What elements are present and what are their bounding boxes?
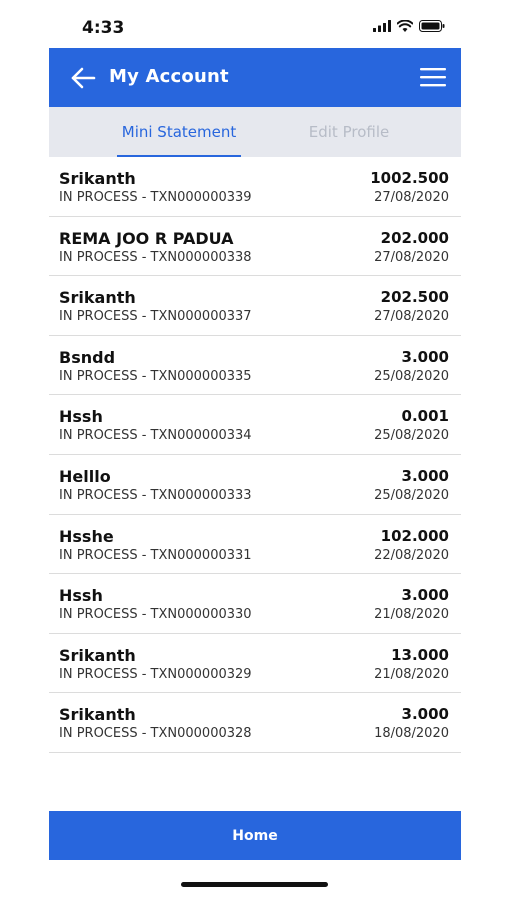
transaction-amount: 3.000 [401, 586, 449, 605]
transaction-list [49, 157, 461, 753]
tab-mini-statement[interactable]: Mini Statement [117, 107, 241, 157]
transaction-name: Hssh [59, 407, 103, 427]
transaction-date: 25/08/2020 [374, 487, 449, 503]
arrow-left-icon[interactable] [69, 65, 97, 91]
transaction-row[interactable] [49, 157, 461, 217]
transaction-name: Helllo [59, 466, 111, 486]
status-icons [373, 20, 445, 32]
transaction-status: IN PROCESS - TXN000000328 [59, 726, 252, 742]
transaction-row[interactable] [49, 217, 461, 277]
app-bar [49, 48, 461, 107]
transaction-amount: 202.500 [380, 288, 449, 307]
transaction-row[interactable] [49, 276, 461, 336]
transaction-status: IN PROCESS - TXN000000331 [59, 547, 252, 563]
transaction-status: IN PROCESS - TXN000000329 [59, 666, 252, 682]
transaction-status: IN PROCESS - TXN000000339 [59, 190, 252, 205]
transaction-status: IN PROCESS - TXN000000330 [59, 607, 252, 623]
transaction-name: Srikanth [59, 169, 136, 188]
tab-edit-profile[interactable]: Edit Profile [308, 123, 390, 141]
transaction-amount: 3.000 [401, 705, 449, 724]
transaction-status: IN PROCESS - TXN000000338 [59, 249, 252, 265]
transaction-status: IN PROCESS - TXN000000337 [59, 309, 252, 325]
tab-bar [49, 107, 461, 157]
transaction-amount: 13.000 [391, 645, 449, 664]
transaction-date: 21/08/2020 [374, 666, 449, 682]
transaction-row[interactable] [49, 634, 461, 694]
transaction-row[interactable] [49, 515, 461, 575]
cellular-signal-icon [373, 20, 391, 32]
status-bar [0, 0, 507, 48]
transaction-name: Srikanth [59, 288, 136, 308]
hamburger-menu-icon[interactable] [419, 65, 447, 89]
transaction-status: IN PROCESS - TXN000000335 [59, 368, 252, 384]
transaction-name: Hsshe [59, 526, 114, 546]
transaction-date: 27/08/2020 [374, 190, 449, 205]
wifi-icon [397, 20, 413, 32]
transaction-amount: 3.000 [401, 347, 449, 366]
status-time: 4:33 [82, 18, 125, 38]
home-button[interactable]: Home [49, 811, 461, 860]
transaction-row[interactable] [49, 574, 461, 634]
transaction-date: 21/08/2020 [374, 607, 449, 623]
transaction-row[interactable] [49, 336, 461, 396]
transaction-name: Hssh [59, 586, 103, 606]
transaction-date: 25/08/2020 [374, 428, 449, 444]
transaction-name: Srikanth [59, 645, 136, 665]
home-indicator [181, 882, 328, 887]
transaction-row[interactable] [49, 455, 461, 515]
transaction-date: 18/08/2020 [374, 726, 449, 742]
battery-icon [419, 20, 445, 32]
transaction-name: REMA JOO R PADUA [59, 228, 234, 248]
transaction-status: IN PROCESS - TXN000000334 [59, 428, 252, 444]
transaction-amount: 3.000 [401, 466, 449, 485]
transaction-row[interactable] [49, 395, 461, 455]
transaction-name: Bsndd [59, 347, 116, 367]
transaction-amount: 102.000 [380, 526, 449, 545]
transaction-amount: 0.001 [401, 407, 449, 426]
transaction-amount: 202.000 [380, 228, 449, 247]
transaction-status: IN PROCESS - TXN000000333 [59, 487, 252, 503]
transaction-name: Srikanth [59, 705, 136, 725]
transaction-amount: 1002.500 [370, 169, 449, 187]
transaction-date: 22/08/2020 [374, 547, 449, 563]
transaction-date: 27/08/2020 [374, 249, 449, 265]
page-title: My Account [109, 66, 229, 87]
transaction-date: 27/08/2020 [374, 309, 449, 325]
transaction-date: 25/08/2020 [374, 368, 449, 384]
transaction-row[interactable] [49, 693, 461, 753]
